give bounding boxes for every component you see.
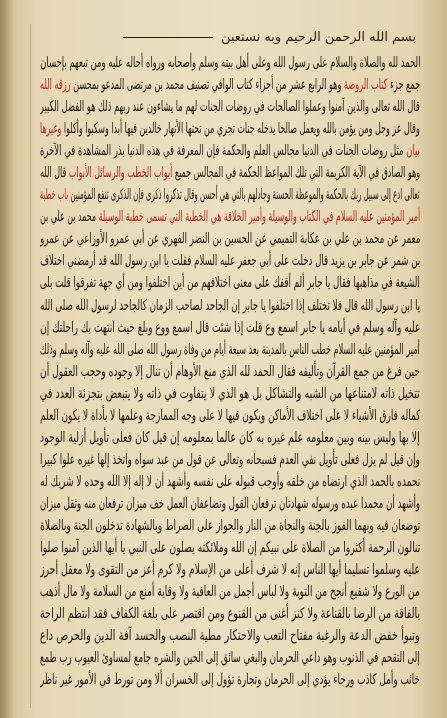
text-line: [40, 250, 420, 272]
body-text: نحمده بالحمد الذي ارتضاه من خلقه وأوجب قبوله على نفسه وأشهد أن لا إله إلا الله وحده لا شريك له: [40, 472, 420, 490]
text-line: [40, 339, 420, 361]
text-line: [40, 493, 420, 515]
text-line: [40, 647, 420, 669]
rubric-text: باب خطبة: [40, 186, 69, 204]
body-text: وأشهد أن محمدا عبده ورسوله شهادتان ترفعان القول وتضاعفان العمل خف ميزان ترفعان منه وثقل ميزان: [40, 494, 420, 512]
body-text: تنالون الرحمة أكثروا من الصلاة على نبيكم إن الله وملائكته يصلون على النبي يا أيها الذين آمنوا صلوا: [40, 539, 420, 557]
manuscript-text: [40, 52, 420, 691]
header-rule: [123, 37, 213, 38]
body-text: وهو الرابع عشر من أجزاء كتاب الوافي تصنيف محمد بن مرتضى المدعو بمحسن: [70, 76, 344, 94]
rubric-text: كتاب الروضة: [343, 76, 388, 94]
text-line: [40, 383, 420, 405]
body-text: تتخيل ذاته لامتناعها من الشبه والتشاكل بل هو الذي لا يتفاوت في ذاته ولا يتبعض بتجزئة العدد في: [40, 384, 420, 402]
page-header: [60, 30, 416, 50]
text-line: [40, 361, 420, 383]
rubric-text: رزقه الله: [40, 76, 71, 94]
text-line: [40, 118, 420, 140]
text-line: [40, 96, 420, 118]
text-line: [40, 449, 420, 471]
body-text: عليه وسلموا تسليما أيها الناس إنه لا شرف أعلى من الإسلام ولا كرم أعز من التقوى ولا معقل أحرز: [40, 561, 420, 579]
text-line: [40, 427, 420, 449]
body-text: محمد بن علي بن: [40, 208, 99, 226]
header-basmala: بسم الله الرحمن الرحيم وبه نستعين: [220, 30, 416, 45]
body-text: وهو الصادق في الآية الكريمة التي تلك المواعظ الحكمة في المجالس جميع: [172, 164, 420, 182]
body-text: بن شمر عن جابر بن يزيد قال دخلت على أبي جعفر عليه السلام فقلت يا ابن رسول الله قد أرمضني اختلاف: [40, 252, 420, 270]
text-line: [40, 52, 420, 74]
body-text: عليه وآله وسلم في أيامه يا جابر اسمع وع قلت إذا شئت قال اسمع ووع وبلغ حيث انتهت بك راحلتك إن: [40, 318, 420, 336]
body-text: أمير المؤمنين عليه السلام خطب الناس بالمدينة بعد سبعة أيام من وفاة رسول الله صلى الله عليه وآله وسلم وذلك: [40, 340, 420, 358]
text-line: [40, 74, 420, 96]
body-text: بالفاقة من الرضا بالقناعة ولا كنز أغنى من القنوع ومن اقتصر على بلغة الكفاف فقد انتظم الراحة: [40, 605, 420, 623]
body-text: من الورع ولا شفيع أنجح من التوبة ولا لباس أجمل من العافية ولا وقاية أمنع من السلامة ولا مال أذهب: [40, 583, 420, 601]
text-line: [40, 603, 420, 625]
text-line: [40, 206, 420, 228]
text-line: [40, 162, 420, 184]
text-line: [40, 184, 420, 206]
text-line: [40, 581, 420, 603]
body-text: قال الله: [40, 164, 69, 182]
text-line: [40, 471, 420, 493]
body-text: تعالى ادع إلى سبيل ربك بالحكمة والموعظة الحسنة وجادلهم بالتي هي أحسن وقال تذكروا ذكرى فإن الذكرى تنفع المؤمنين: [68, 186, 420, 204]
text-line: [40, 140, 420, 162]
body-text: وقال عز وجل ومن يؤمن بالله ويعمل صالحا يدخله جنات تجري من تحتها الأنهار خالدين فيها أبدا وسكبوا وأكلوا: [61, 120, 420, 138]
body-text: كماله فارق الأشياء لا على اختلاف الأماكن ويكون فيها لا على وجه الممازجة وعلمها لا بأداة لا يكون العلم: [40, 406, 420, 424]
body-text: مثل روضات الجنات في الدنيا مجالس العلم والحكمة فإن المعرفة في هذه الدنيا بذر المشاهدة في الآخرة: [40, 142, 407, 160]
body-text: حين فرغ من جمع القرآن وتأليفه فقال الحمد لله الذي منع الأوهام أن تنال إلا وجوده وحجب العقول أن: [40, 362, 420, 380]
text-line: [40, 317, 420, 339]
body-text: خائب وأمل كاذب ورجاء يؤدي إلى الحرمان وتجارة تؤول إلى الخسران ألا ومن تورط في الأمور غير ناظر: [40, 671, 420, 689]
body-text: وإن قيل لم يزل فعلى تأويل نفي العدم فسبحانه وتعالى عن قول من عبد سواه واتخذ إلها غيره علوا كبيرا: [40, 450, 420, 468]
text-line: [40, 559, 420, 581]
body-text: الحمد لله والصلاة والسلام على رسول الله وعلى أهل بيته وسلم وأصحابه ورواه أحاله عليه ومن تبعهم بإحسان: [40, 54, 420, 71]
text-line: [40, 625, 420, 647]
rubric-text: وغيرها: [40, 120, 62, 138]
text-line: [40, 228, 420, 250]
text-line: [40, 272, 420, 294]
body-text: جمع جزء: [387, 76, 420, 94]
body-text: إلا بها وليس بينه وبين معلومه علم غيره به كان عالما بمعلومه إن قيل كان فعلى تأويل أزلية الوجود: [40, 428, 420, 446]
body-text: توضعان فيه وبهما الفوز بالجنة والنجاة من النار والجواز على الصراط وبالشهادة تدخلون الجنة وبالصلاة: [40, 516, 420, 534]
body-text: إلى التقحم في الذنوب وهو داعي الحرمان والبغي سائق إلى الحين والشره جامع لمساوئ العيوب رب طمع: [40, 649, 420, 667]
rubric-text: أبواب الخطب والرسائل الأبواب: [68, 164, 173, 182]
rubric-text: بيان: [406, 142, 420, 160]
body-text: قال الله تعالى والذين آمنوا وعملوا الصالحات في روضات الجنات لهم ما يشاءون عند ربهم ذلك هو الفضل الكبير: [40, 98, 420, 116]
body-text: وتبوأ خفض الدعة والرغبة مفتاح التعب والاحتكار مطية النصب والحسد آفة الدين والحرص داع: [40, 627, 420, 645]
text-line: [40, 295, 420, 317]
body-text: الشيعة في مذاهبها فقال يا جابر ألم أقفك على معنى اختلافهم من أين اختلفوا ومن أي جهة تفرقوا قلت بلى: [40, 274, 420, 292]
text-line: [40, 669, 420, 691]
text-line: [40, 537, 420, 559]
text-line: [40, 515, 420, 537]
text-line: [40, 405, 420, 427]
rubric-text: أمير المؤمنين عليه السلام في الكتاب والوسيلة وأمير الخلافة هي الخطبة التي تسمى خطبة الوسيلة: [98, 208, 420, 226]
body-text: معمر عن محمد بن علي بن عكابة التميمي عن الحسين بن النضر الفهري عن أبي عمرو الأوزاعي عن عمرو: [40, 230, 420, 248]
binding-shadow: [0, 0, 14, 718]
body-text: يا ابن رسول الله قال فلا تختلف إذا اختلفوا يا جابر إن الجاحد لصاحب الزمان كالجاحد لرسول الله صلى الله: [40, 296, 420, 314]
